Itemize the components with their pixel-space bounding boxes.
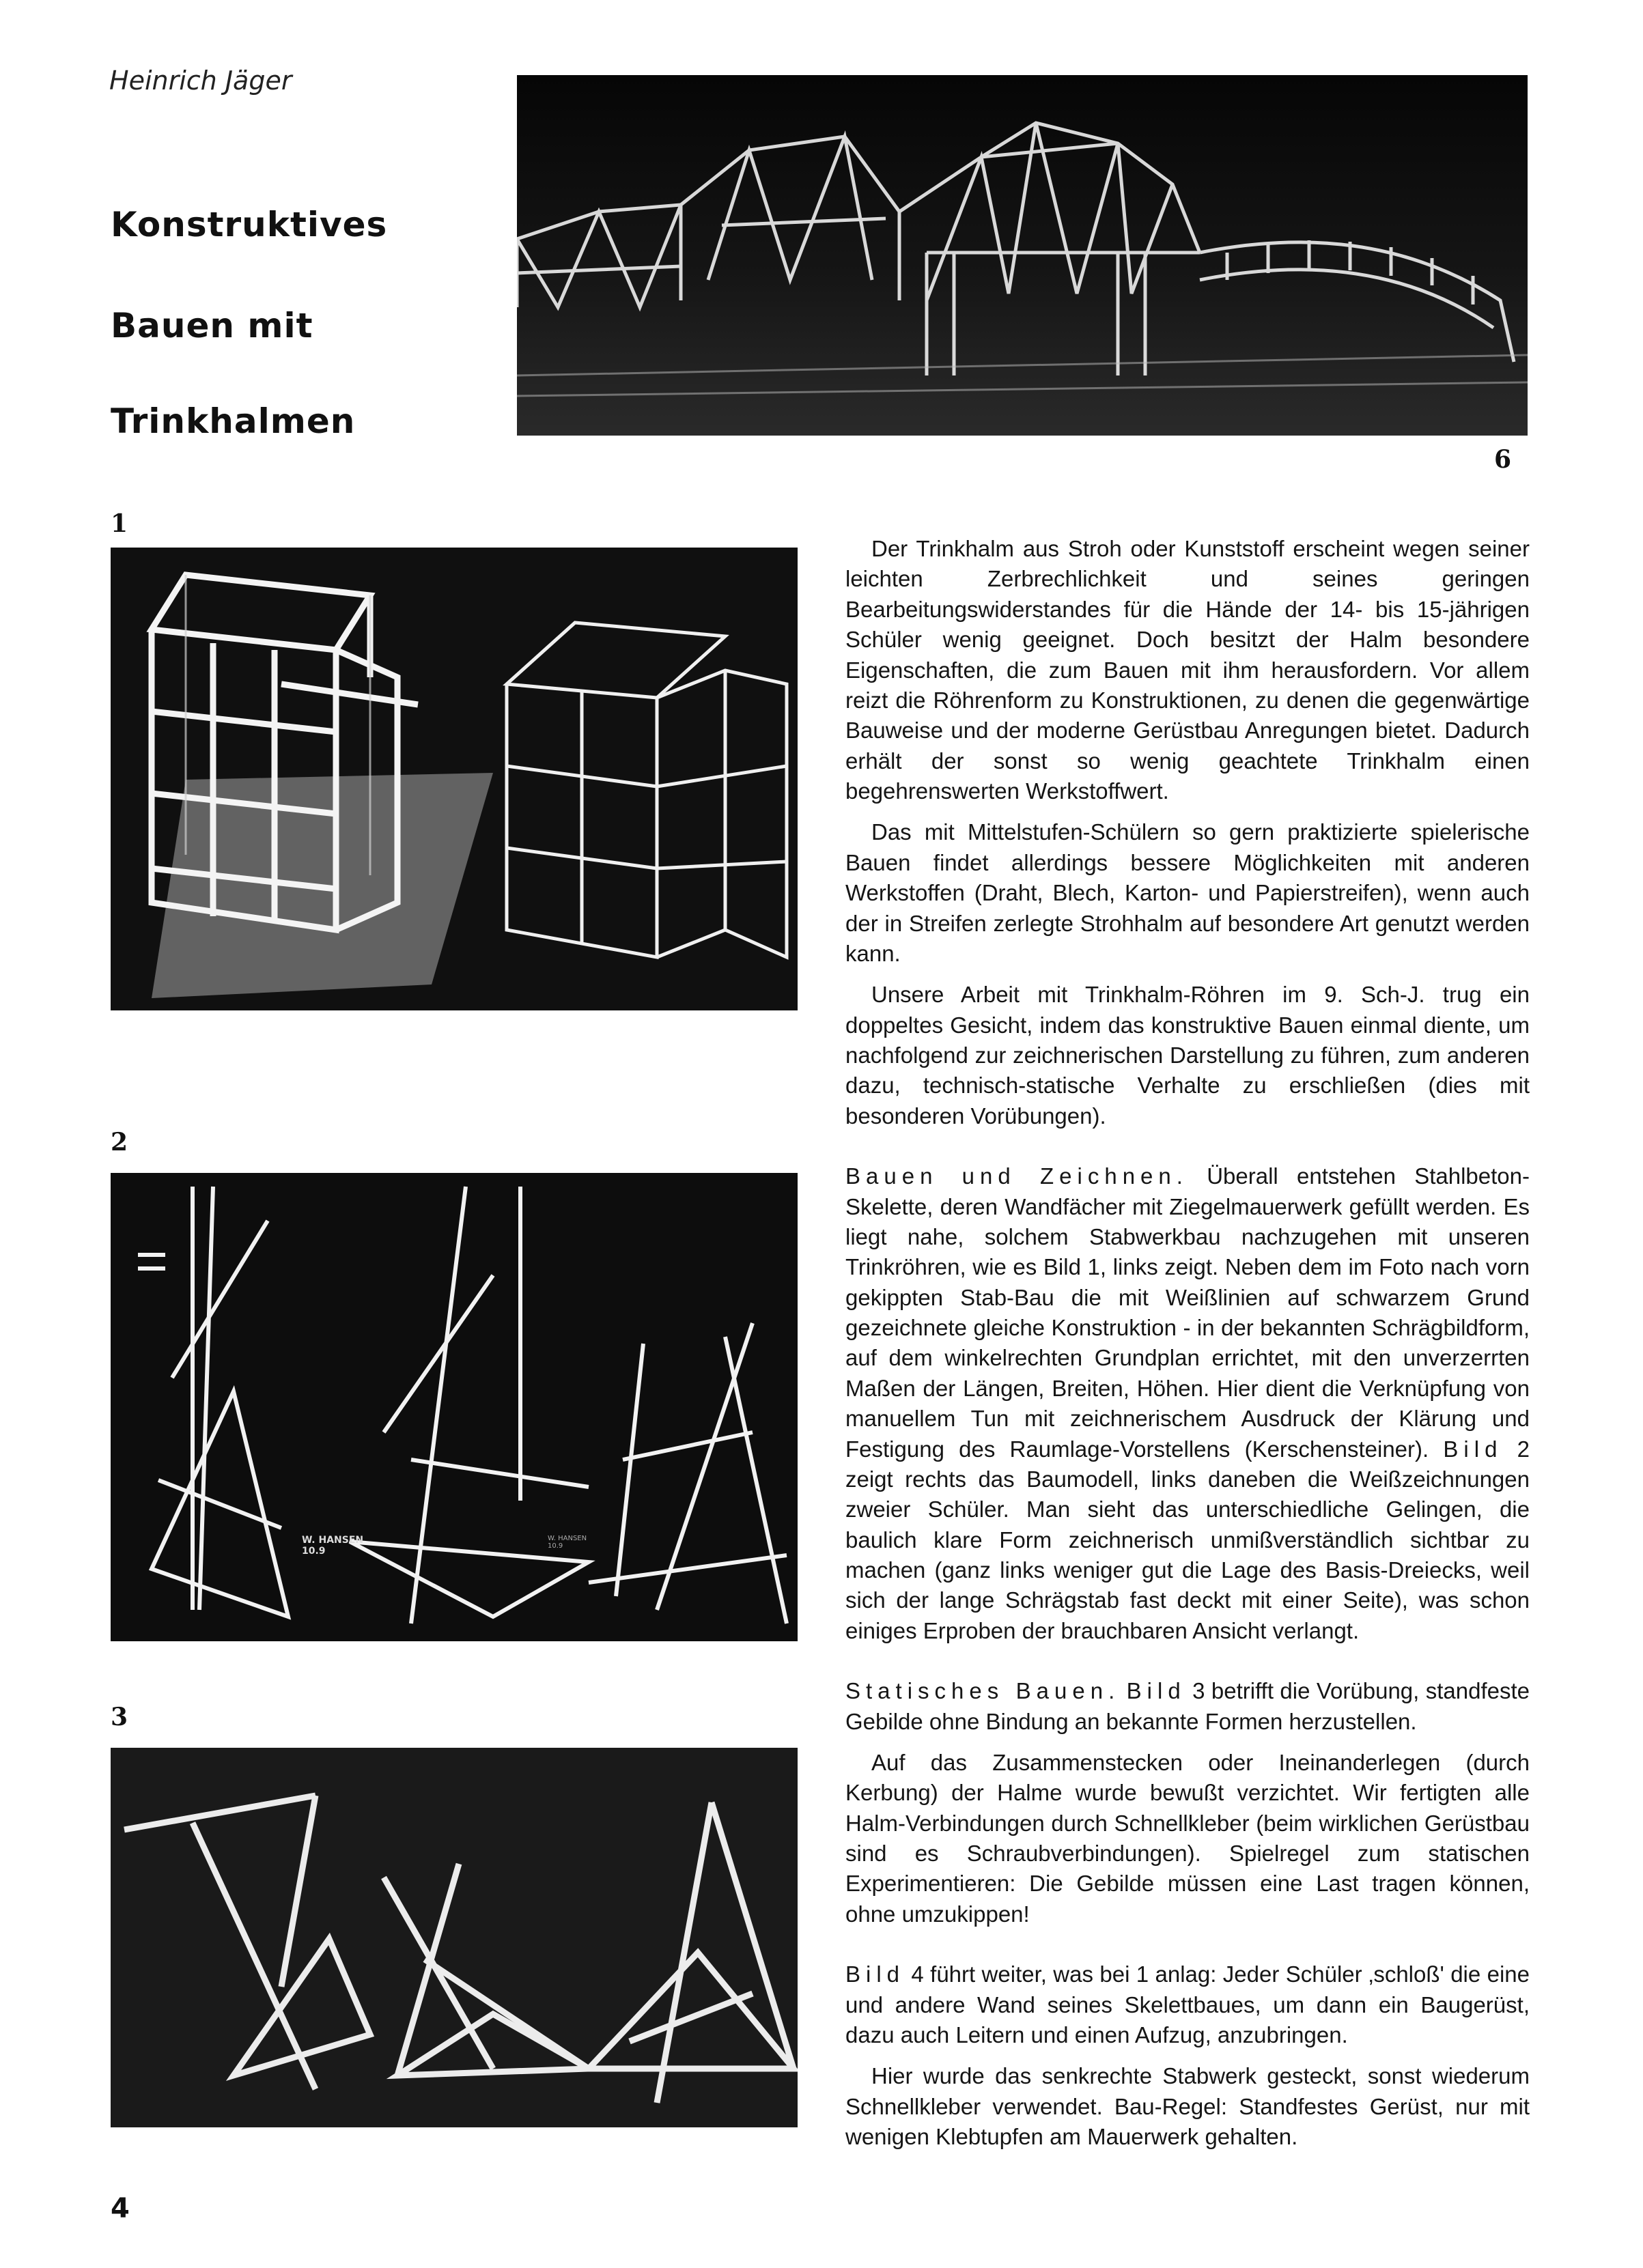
figure-2-signature-left: W. HANSEN 10.9 [302,1535,364,1557]
section-heading-statisches-bauen: Statisches Bauen. [845,1678,1121,1704]
figure-6-label: 6 [1494,445,1512,474]
paragraph-6: Auf das Zusammenstecken oder Ineinanderlegen (durch Kerbung) der Halme wurde bewußt verzichtet. Wir fertigten alle Halm-Verbindungen durch Schnellkleber (beim wirklichen Gerüstbau sind es Schraubverbindungen). Spielregel zum statischen Experimentieren: Die Gebilde müssen eine Last tragen können, ohne umzukippen! [845,1749,1530,1927]
page-number: 4 [111,2193,130,2224]
figure-3-static-structures-photo [111,1748,798,2127]
figure-2-signature-right: W. HANSEN 10.9 [548,1535,587,1550]
author-name: Heinrich Jäger [109,66,292,96]
title-line-1: Konstruktives [111,205,388,244]
figure-6-bridge-photo [517,75,1528,436]
paragraph-4: Bauen und Zeichnen. Überall entstehen Stahlbeton-Skelette, deren Wandfächer mit Ziegelmauerwerk gefüllt werden. Es liegt nahe, solchem Stabwerkbau nachzugehen mit unseren Trinkröhren, wie es Bild 1, links zeigt. Neben dem im Foto nach vorn gekippten Stab-Bau die mit Weißlinien auf schwarzem Grund gezeichnete gleiche Konstruktion - in der bekannten Schrägbildform, auf dem winkelrechten Grundplan errichtet, mit den unverzerrten Maßen der Längen, Breiten, Höhen. Hier dient die Verknüpfung von manuellem Tun mit zeichnerischem Ausdruck der Klärung und Festigung des Raumlage-Vorstellens (Kerschensteiner). Bild 2 zeigt rechts das Baumodell, links daneben die Weißzeichnungen zweier Schüler. Man sieht das unterschiedliche Gelingen, die baulich klare Form zeichnerisch unmißverständlich sichtbar zu machen (ganz links weniger gut die Lage des Basis-Dreiecks, weil sich der lange Schrägstab fast deckt mit einer Seite), was schon einiges Erproben der brauchbaren Ansicht verlangt. [845,1163,1530,1643]
figure-1-skeleton-photo [111,548,798,1010]
section-heading-bauen-und-zeichnen: Bauen und Zeichnen. [845,1163,1188,1189]
paragraph-3: Unsere Arbeit mit Trinkhalm-Röhren im 9. Sch-J. trug ein doppeltes Gesicht, indem das konstruktive Bauen einmal diente, um nachfolgend zur zeichnerischen Darstellung zu führen, zum anderen dazu, technisch-statische Verhalte zu erschließen (dies mit besonderen Vorübungen). [845,982,1530,1129]
paragraph-5: Statisches Bauen. Bild 3 betrifft die Vorübung, standfeste Gebilde ohne Bindung an bekannte Formen herzustellen. [845,1678,1530,1734]
paragraph-8: Hier wurde das senkrechte Stabwerk gesteckt, sonst wiederum Schnellkleber verwendet. Bau-Regel: Standfestes Gerüst, nur mit wenigen Klebtupfen am Mauerwerk gehalten. [845,2063,1530,2149]
paragraph-1: Der Trinkhalm aus Stroh oder Kunststoff erscheint wegen seiner leichten Zerbrechlichkeit und seines geringen Bearbeitungswiderstandes für die Hände der 14- bis 15-jährigen Schüler wenig geeignet. Doch besitzt der Halm besondere Eigenschaften, die zum Bauen mit ihm herausfordern. Vor allem reizt die Röhrenform zu Konstruktionen, zu denen die gegenwärtige Bauweise und der moderne Gerüstbau Anregungen bietet. Dadurch erhält der sonst so wenig geachtete Trinkhalm einen begehrenswerten Werkstoffwert. [845,536,1530,804]
figure-3-label: 3 [111,1703,128,1731]
body-column [845,534,1530,2163]
paragraph-2: Das mit Mittelstufen-Schülern so gern praktizierte spielerische Bauen findet allerdings bessere Möglichkeiten mit anderen Werkstoffen (Draht, Blech, Karton- und Papierstreifen), wenn auch der in Streifen zerlegte Strohhalm auf besondere Art genutzt werden kann. [845,819,1530,966]
title-line-2: Bauen mit [111,306,313,345]
figure-2-drawings-photo [111,1173,798,1641]
title-line-3: Trinkhalmen [111,401,356,441]
paragraph-7: Bild 4 führt weiter, was bei 1 anlag: Jeder Schüler ‚schloß' die eine und andere Wand seines Skelettbaues, um dann ein Baugerüst, dazu auch Leitern und einen Aufzug, anzubringen. [845,1961,1530,2047]
figure-1-label: 1 [111,509,128,538]
figure-2-label: 2 [111,1128,128,1157]
